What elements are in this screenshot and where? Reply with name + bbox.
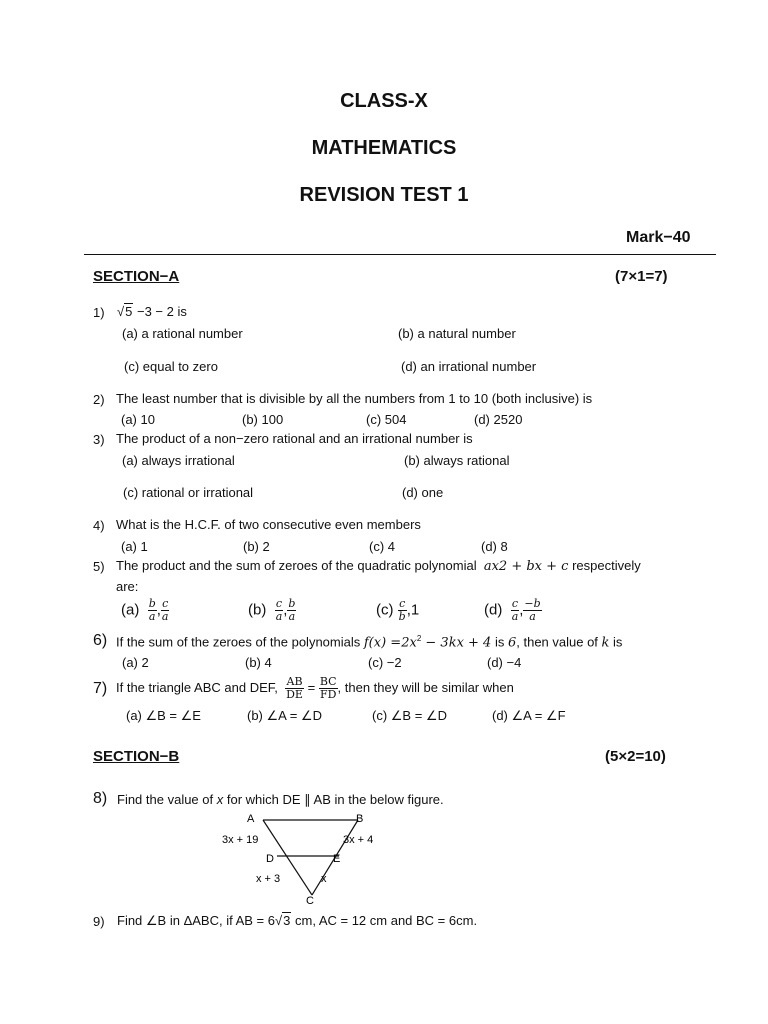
q1-option-a: (a) a rational number xyxy=(122,326,243,341)
q5-option-d xyxy=(484,598,542,623)
q6-stem3: , then value of xyxy=(516,634,602,650)
q8-stem1: Find the value of xyxy=(117,792,217,807)
q5-a-frac1: $\frac{b}{a}$ xyxy=(148,597,156,623)
q5-option-c xyxy=(376,598,419,623)
label-be: 3x + 4 xyxy=(343,834,374,846)
q1-sqrt-sign: √ xyxy=(117,304,125,319)
q5-d-sep: , xyxy=(519,601,524,619)
q5-b-frac2: $\frac{b}{a}$ xyxy=(288,597,296,623)
q8-x: x xyxy=(216,792,224,807)
q2-option-c: (c) 504 xyxy=(366,412,407,427)
label-b: B xyxy=(356,813,364,825)
total-marks: Mark−40 xyxy=(626,229,691,246)
q4-option-c: (c) 4 xyxy=(369,539,395,554)
q5-a-frac2: $\frac{c}{a}$ xyxy=(161,597,169,623)
q4-option-d: (d) 8 xyxy=(481,539,508,554)
q5-number: 5) xyxy=(93,559,105,574)
label-e: E xyxy=(333,853,341,865)
q5-option-a xyxy=(121,598,169,623)
q3-option-a: (a) always irrational xyxy=(122,453,235,468)
q5-c-tail: ,1 xyxy=(406,601,420,619)
q7-stem1: If the triangle ABC and DEF, xyxy=(116,680,278,695)
q9-number: 9) xyxy=(93,914,105,929)
q5-a-sep: , xyxy=(156,601,161,619)
class-title: CLASS-X xyxy=(340,90,428,112)
q2-stem: The least number that is divisible by all the numbers from 1 to 10 (both inclusive) is xyxy=(116,391,593,406)
label-ad: 3x + 19 xyxy=(222,834,259,846)
q1-radicand: 5 xyxy=(125,304,133,319)
q6-option-c: (c) −2 xyxy=(368,655,402,670)
q7-option-a: (a) ∠B = ∠E xyxy=(126,708,201,723)
q5-stem xyxy=(116,558,641,574)
q1-option-c: (c) equal to zero xyxy=(124,359,218,374)
q7-frac-ab-de: $\frac{AB}{DE}$ xyxy=(286,675,303,702)
q3-stem: The product of a non−zero rational and an irrational number is xyxy=(116,431,473,446)
q4-option-b: (b) 2 xyxy=(243,539,270,554)
q2-option-d: (d) 2520 xyxy=(474,412,523,427)
q7-option-c: (c) ∠B = ∠D xyxy=(372,708,447,723)
q6-poly: =2x xyxy=(386,635,417,651)
q5-b-label: (b) xyxy=(248,601,267,619)
q6-option-d: (d) −4 xyxy=(487,655,522,670)
q6-poly2: − 3kx + 4 xyxy=(421,635,492,651)
label-ec: x xyxy=(321,873,327,885)
q7-number: 7) xyxy=(93,680,108,697)
q4-number: 4) xyxy=(93,518,105,533)
q9-sqrt-sign: √ xyxy=(275,913,283,928)
q1-option-b: (b) a natural number xyxy=(398,326,516,341)
q3-option-b: (b) always rational xyxy=(404,453,510,468)
q8-stem2: for which DE ∥ AB in the below figure. xyxy=(223,792,444,807)
q7-stem2: , then they will be similar when xyxy=(337,680,514,695)
q5-polynomial: ax2 + bx + c xyxy=(483,559,569,574)
q9-radicand: 3 xyxy=(283,913,291,928)
q5-stem-text: The product and the sum of zeroes of the quadratic polynomial xyxy=(116,558,477,573)
triangle-figure xyxy=(210,808,410,908)
q1-number: 1) xyxy=(93,305,105,320)
q5-d-frac2: $\frac{-b}{a}$ xyxy=(524,597,541,623)
q5-d-frac1: $\frac{c}{a}$ xyxy=(511,597,519,623)
q5-stem-line2: are: xyxy=(116,579,139,594)
q1-option-d: (d) an irrational number xyxy=(401,359,537,374)
label-d: D xyxy=(266,853,274,865)
test-title: REVISION TEST 1 xyxy=(299,184,469,206)
q1-stem-rest: −3 − 2 is xyxy=(133,304,187,319)
subject-title: MATHEMATICS xyxy=(311,137,457,159)
q8-stem xyxy=(117,792,444,808)
q6-fx: f(x) xyxy=(363,635,387,651)
q5-stem-end: respectively xyxy=(572,558,641,573)
q4-option-a: (a) 1 xyxy=(121,539,148,554)
q2-option-a: (a) 10 xyxy=(121,412,155,427)
label-dc: x + 3 xyxy=(256,873,281,885)
q9-stem xyxy=(117,913,477,929)
q5-option-b xyxy=(248,598,296,623)
q6-exponent: 2 xyxy=(416,634,422,643)
q6-option-a: (a) 2 xyxy=(122,655,149,670)
q6-stem1: If the sum of the zeroes of the polynomials xyxy=(116,634,361,650)
q3-option-d: (d) one xyxy=(402,485,444,500)
q7-equals: = xyxy=(307,680,316,695)
label-c: C xyxy=(306,895,314,907)
section-a-marks: (7×1=7) xyxy=(615,268,668,285)
q6-k: k xyxy=(601,635,610,651)
q7-frac-bc-fd: $\frac{BC}{FD}$ xyxy=(319,675,337,702)
q8-number: 8) xyxy=(93,790,108,807)
q6-stem4: is xyxy=(609,634,623,650)
q4-stem: What is the H.C.F. of two consecutive even members xyxy=(116,517,421,532)
q5-b-sep: , xyxy=(283,601,288,619)
q6-stem2: is xyxy=(491,634,508,650)
q9-stem1: Find ∠B in ΔABC, if AB = 6 xyxy=(117,913,275,928)
q6-six: 6 xyxy=(507,635,517,651)
section-b-title: SECTION−B xyxy=(93,748,180,765)
q2-number: 2) xyxy=(93,392,105,407)
q7-option-d: (d) ∠A = ∠F xyxy=(492,708,566,723)
header-divider xyxy=(84,254,716,255)
q3-option-c: (c) rational or irrational xyxy=(123,485,254,500)
q5-b-frac1: $\frac{c}{a}$ xyxy=(275,597,283,623)
q6-stem xyxy=(116,634,622,650)
q3-number: 3) xyxy=(93,432,105,447)
q6-number: 6) xyxy=(93,632,108,649)
q5-c-frac1: $\frac{c}{b}$ xyxy=(398,597,406,623)
q5-d-label: (d) xyxy=(484,601,503,619)
q2-option-b: (b) 100 xyxy=(242,412,284,427)
section-a-title: SECTION−A xyxy=(93,268,180,285)
section-b-marks: (5×2=10) xyxy=(605,748,666,765)
q6-option-b: (b) 4 xyxy=(245,655,272,670)
label-a: A xyxy=(247,813,255,825)
q7-stem xyxy=(116,673,514,703)
q5-c-label: (c) xyxy=(376,601,394,619)
q7-option-b: (b) ∠A = ∠D xyxy=(247,708,322,723)
q9-stem2: cm, AC = 12 cm and BC = 6cm. xyxy=(291,913,478,928)
q1-stem xyxy=(117,304,187,319)
q5-a-label: (a) xyxy=(121,601,140,619)
